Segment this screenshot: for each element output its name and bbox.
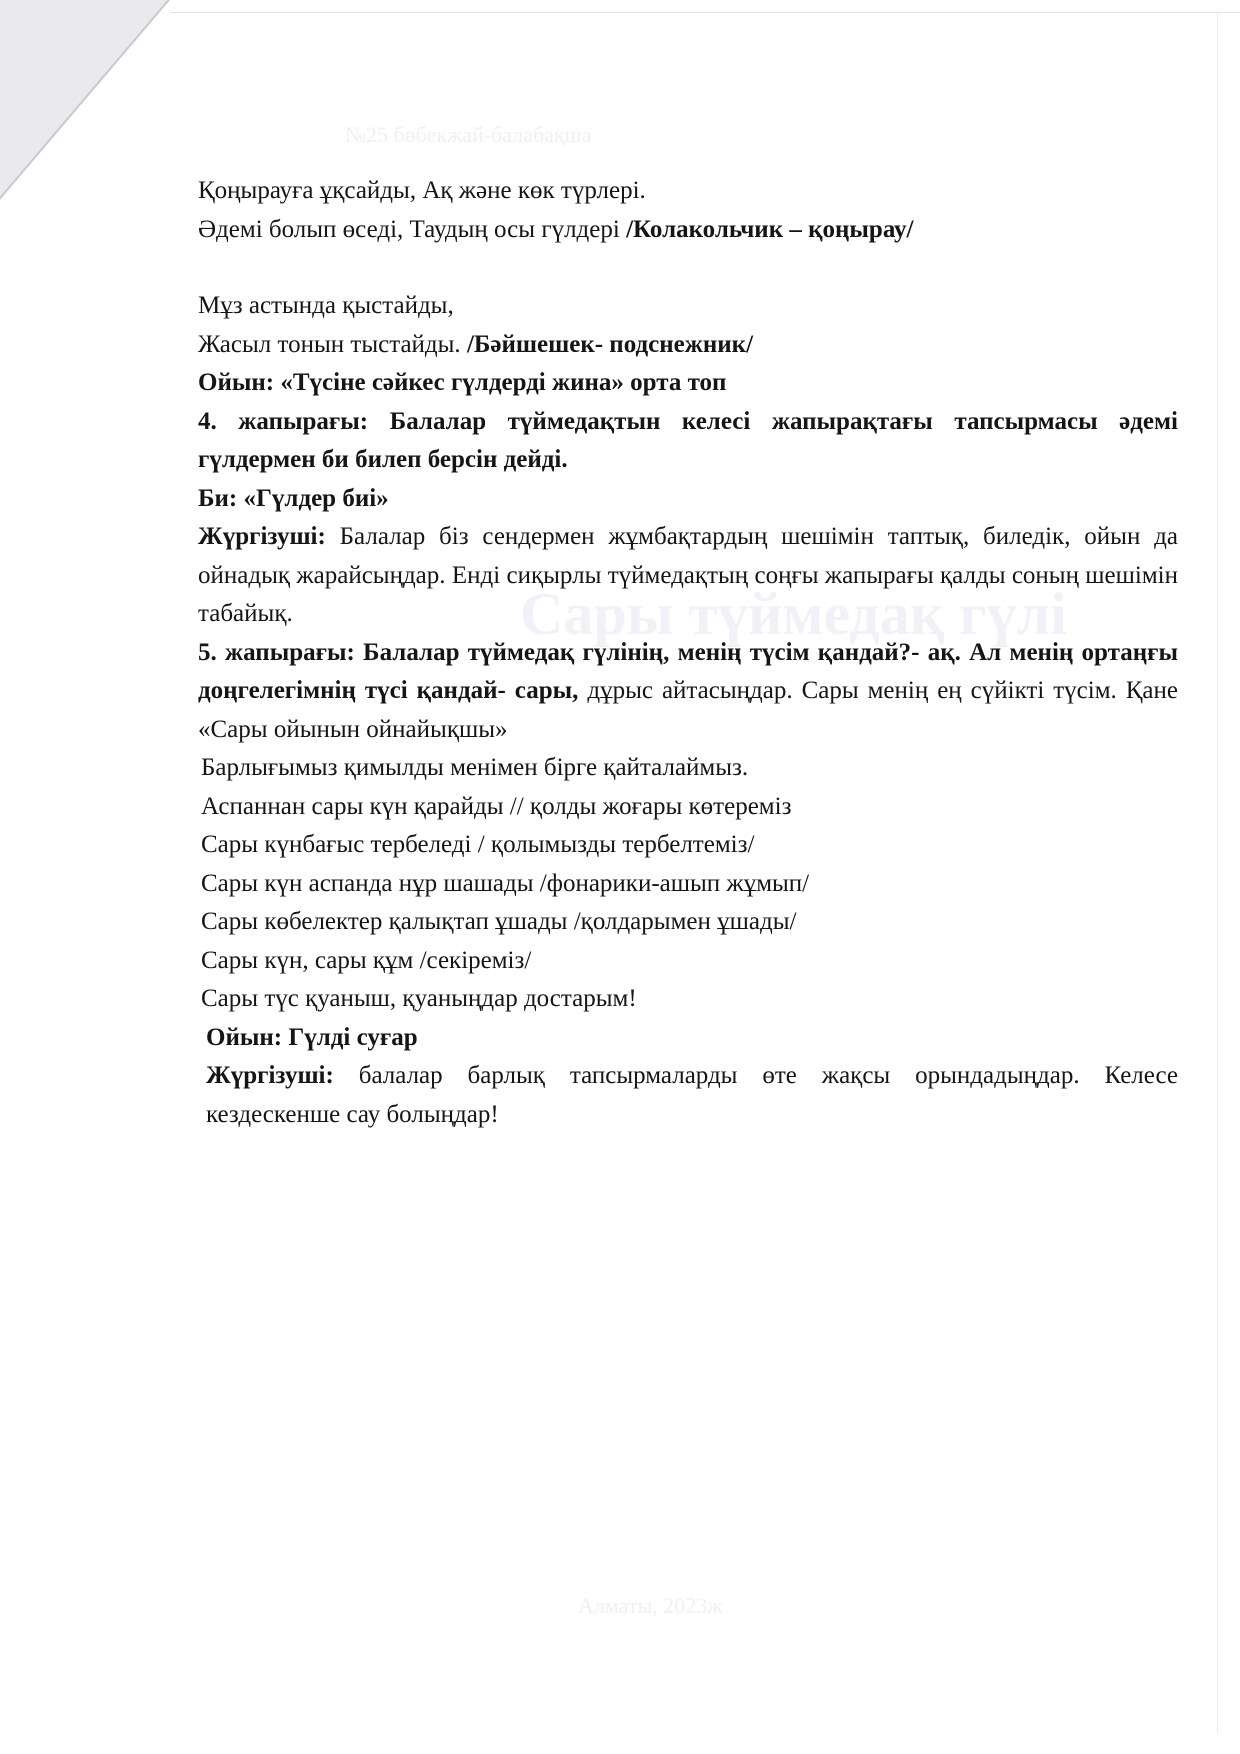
riddle-1-answer: /Колакольчик – қоңырау/	[626, 215, 914, 243]
movement-line-2: Аспаннан сары күн қарайды // қолды жоғары көтереміз	[201, 792, 792, 820]
riddle-1-text: Әдемі болып өседі, Таудың осы гүлдері	[198, 215, 627, 243]
paper-right-edge	[1217, 12, 1218, 1734]
bleed-through-footer: Алматы, 2023ж	[578, 1593, 723, 1618]
dance-heading: Би: «Гүлдер биі»	[198, 484, 389, 512]
riddle-2-line-1: Мұз астында қыстайды,	[198, 292, 454, 319]
paper-top-edge	[170, 12, 1240, 13]
bleed-through-header: №25 бөбекжай-балабақша	[345, 122, 592, 147]
riddle-2-line-2	[198, 326, 1178, 365]
paragraph-gap	[198, 249, 1178, 287]
movement-line-1: Барлығымыз қимылды менімен бірге қайталаймыз.	[201, 754, 749, 781]
host-1-text: Балалар біз сендермен жұмбақтардың шешімін таптық, биледік, ойын да ойнадық жарайсыңдар. Енді сиқырлы түймедақтың соңғы жапырағы қалды соның шешімін табайық.	[198, 523, 1178, 627]
leaf-5-bold: 5. жапырағы: Балалар түймедақ гүлінің, менің түсім қандай?- ақ. Ал менің ортаңғы доңгелегімнің түсі қандай- сары,	[198, 638, 1178, 704]
movement-line-4: Сары күн аспанда нұр шашады /фонарики-ашып жұмып/	[201, 869, 810, 897]
host-2-label: Жүргізуші:	[206, 1062, 334, 1089]
riddle-2-answer: /Бәйшешек- подснежник/	[466, 330, 754, 358]
leaf-4-paragraph: 4. жапырағы: Балалар түймедақтын келесі жапырақтағы тапсырмасы әдемі гүлдермен би билеп берсін дейді.	[198, 407, 1178, 473]
document-body	[198, 172, 1178, 1134]
host-2-text: балалар барлық тапсырмаларды өте жақсы орындадыңдар. Келесе кездескенше сау болыңдар!	[206, 1062, 1178, 1128]
game-1-heading: Ойын: «Түсіне сәйкес гүлдерді жина» орта топ	[198, 369, 727, 396]
riddle-1-line-1: Қоңырауға ұқсайды, Ақ және көк түрлері.	[198, 177, 646, 204]
riddle-2-text: Жасыл тонын тыстайды.	[198, 330, 467, 358]
game-2-heading: Ойын: Гүлді суғар	[206, 1023, 418, 1051]
leaf-5-text: дұрыс айтасыңдар. Сары менің ең сүйікті түсім. Қане «Сары ойынын ойнайықшы»	[198, 677, 1178, 743]
bleed-through-title: Сары түймедақ гүлі	[520, 581, 1067, 647]
folded-corner	[0, 0, 170, 200]
movement-line-6: Сары күн, сары құм /секіреміз/	[201, 946, 532, 974]
leaf-5-paragraph	[198, 634, 1178, 750]
movement-line-5: Сары көбелектер қалықтап ұшады /қолдарымен ұшады/	[201, 908, 797, 935]
host-1-label: Жүргізуші:	[198, 523, 326, 550]
host-1-paragraph	[198, 518, 1178, 634]
host-2-paragraph	[198, 1057, 1178, 1134]
movement-line-3: Сары күнбағыс тербеледі / қолымызды тербелтеміз/	[201, 831, 755, 858]
riddle-1-line-2	[198, 211, 1178, 250]
movement-line-7: Сары түс қуаныш, қуаныңдар достарым!	[201, 985, 637, 1012]
